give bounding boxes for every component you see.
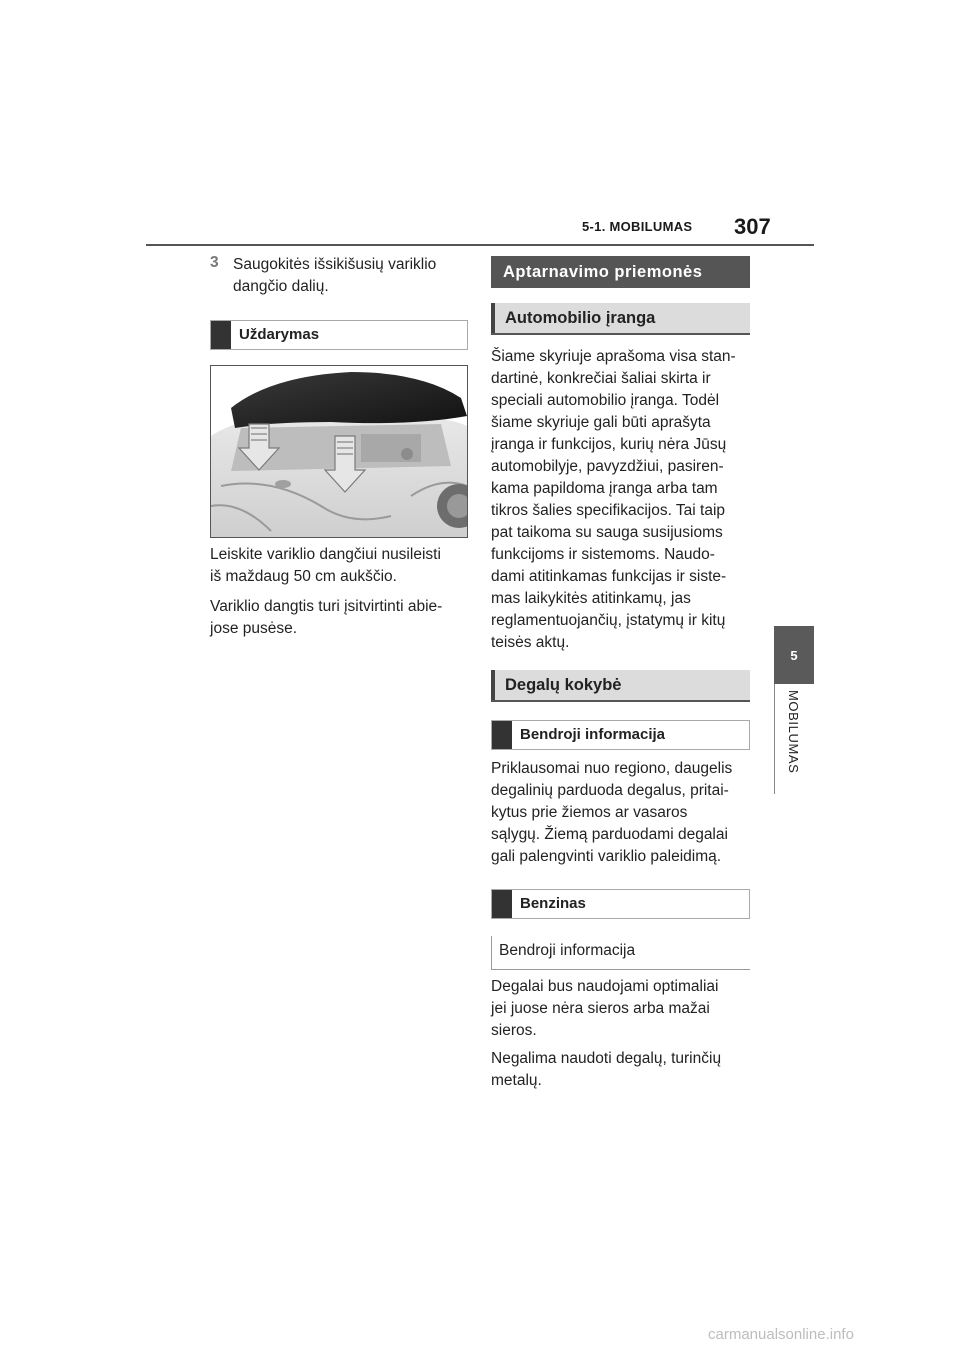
text-line: jei juose nėra sieros arba mažai (491, 1000, 710, 1017)
text-line: kytus prie žiemos ar vasaros (491, 804, 688, 821)
text-line: Degalai bus naudojami optimaliai (491, 978, 719, 995)
text-line: Leiskite variklio dangčiui nusileisti (210, 546, 441, 563)
heading-marker (211, 321, 231, 349)
text-line: Variklio dangtis turi įsitvirtinti abie- (210, 598, 443, 615)
text-line: jose pusėse. (210, 620, 298, 637)
equipment-heading-text: Automobilio įranga (505, 309, 656, 327)
closing-heading-text: Uždarymas (239, 326, 320, 343)
text-line: pat taikoma su sauga susijusioms (491, 524, 723, 541)
text-line: funkcijoms ir sistemoms. Naudo- (491, 546, 715, 563)
text-line: teisės aktų. (491, 634, 570, 651)
heading-marker (492, 721, 512, 749)
text-line: dartinė, konkrečiai šaliai skirta ir (491, 370, 711, 387)
text-line: degalinių parduoda degalus, pritai- (491, 782, 729, 799)
step-text-line: Saugokitės išsikišusių variklio (233, 256, 437, 273)
step-text-line: dangčio dalių. (233, 278, 329, 295)
heading-marker (492, 890, 512, 918)
fuel-quality-heading-text: Degalų kokybė (505, 676, 622, 694)
equipment-heading (491, 303, 750, 335)
text-line: šiame skyriuje gali būti aprašyta (491, 414, 711, 431)
text-line: reglamentuojančių, įstatymų ir kitų (491, 612, 726, 629)
general-info-heading (491, 720, 750, 750)
petrol-heading-text: Benzinas (520, 895, 586, 912)
text-line: kama papildoma įranga arba tam (491, 480, 718, 497)
fuel-quality-heading (491, 670, 750, 702)
text-line: gali palengvinti variklio paleidimą. (491, 848, 722, 865)
maintenance-heading-text: Aptarnavimo priemonės (503, 263, 703, 281)
text-line: mas laikykitės atitinkamų, jas (491, 590, 691, 607)
section-title: 5-1. MOBILUMAS (582, 219, 693, 234)
chapter-tab-label: MOBILUMAS (786, 690, 801, 774)
page-number: 307 (734, 214, 771, 239)
watermark: carmanualsonline.info (708, 1326, 854, 1343)
text-line: sąlygų. Žiemą parduodami degalai (491, 826, 728, 843)
text-line: iš maždaug 50 cm aukščio. (210, 568, 397, 585)
chapter-tab: 5 (774, 626, 814, 684)
general-info-heading-text: Bendroji informacija (520, 726, 666, 743)
general-info-paragraph (491, 758, 732, 868)
heading-marker (491, 670, 495, 700)
equipment-paragraph (491, 346, 736, 654)
hood-closing-illustration (210, 365, 468, 538)
text-line: speciali automobilio įranga. Todėl (491, 392, 720, 409)
petrol-paragraph-2 (491, 1048, 721, 1092)
step-number: 3 (210, 254, 219, 271)
maintenance-heading (491, 256, 750, 288)
petrol-paragraph-1 (491, 976, 718, 1042)
petrol-general-info-label (491, 936, 750, 970)
text-line: automobilyje, pavyzdžiui, pasiren- (491, 458, 724, 475)
closing-heading (210, 320, 468, 350)
lowering-instruction (210, 544, 441, 588)
text-line: Negalima naudoti degalų, turinčių (491, 1050, 722, 1067)
text-line: dami atitinkamas funkcijas ir siste- (491, 568, 727, 585)
text-line: Priklausomai nuo regiono, daugelis (491, 760, 733, 777)
latch-instruction (210, 596, 442, 640)
chapter-tab-line (774, 684, 775, 794)
text-line: metalų. (491, 1072, 542, 1089)
text-line: sieros. (491, 1022, 537, 1039)
text-line: Šiame skyriuje aprašoma visa stan- (491, 348, 736, 365)
text-line: įranga ir funkcijos, kurių nėra Jūsų (491, 436, 727, 453)
step-text (233, 254, 436, 298)
car-hood-drawing (211, 366, 467, 537)
petrol-general-info-text: Bendroji informacija (499, 942, 636, 959)
header-divider (146, 244, 814, 246)
text-line: tikros šalies specifikacijos. Tai taip (491, 502, 726, 519)
petrol-heading (491, 889, 750, 919)
heading-marker (491, 303, 495, 333)
